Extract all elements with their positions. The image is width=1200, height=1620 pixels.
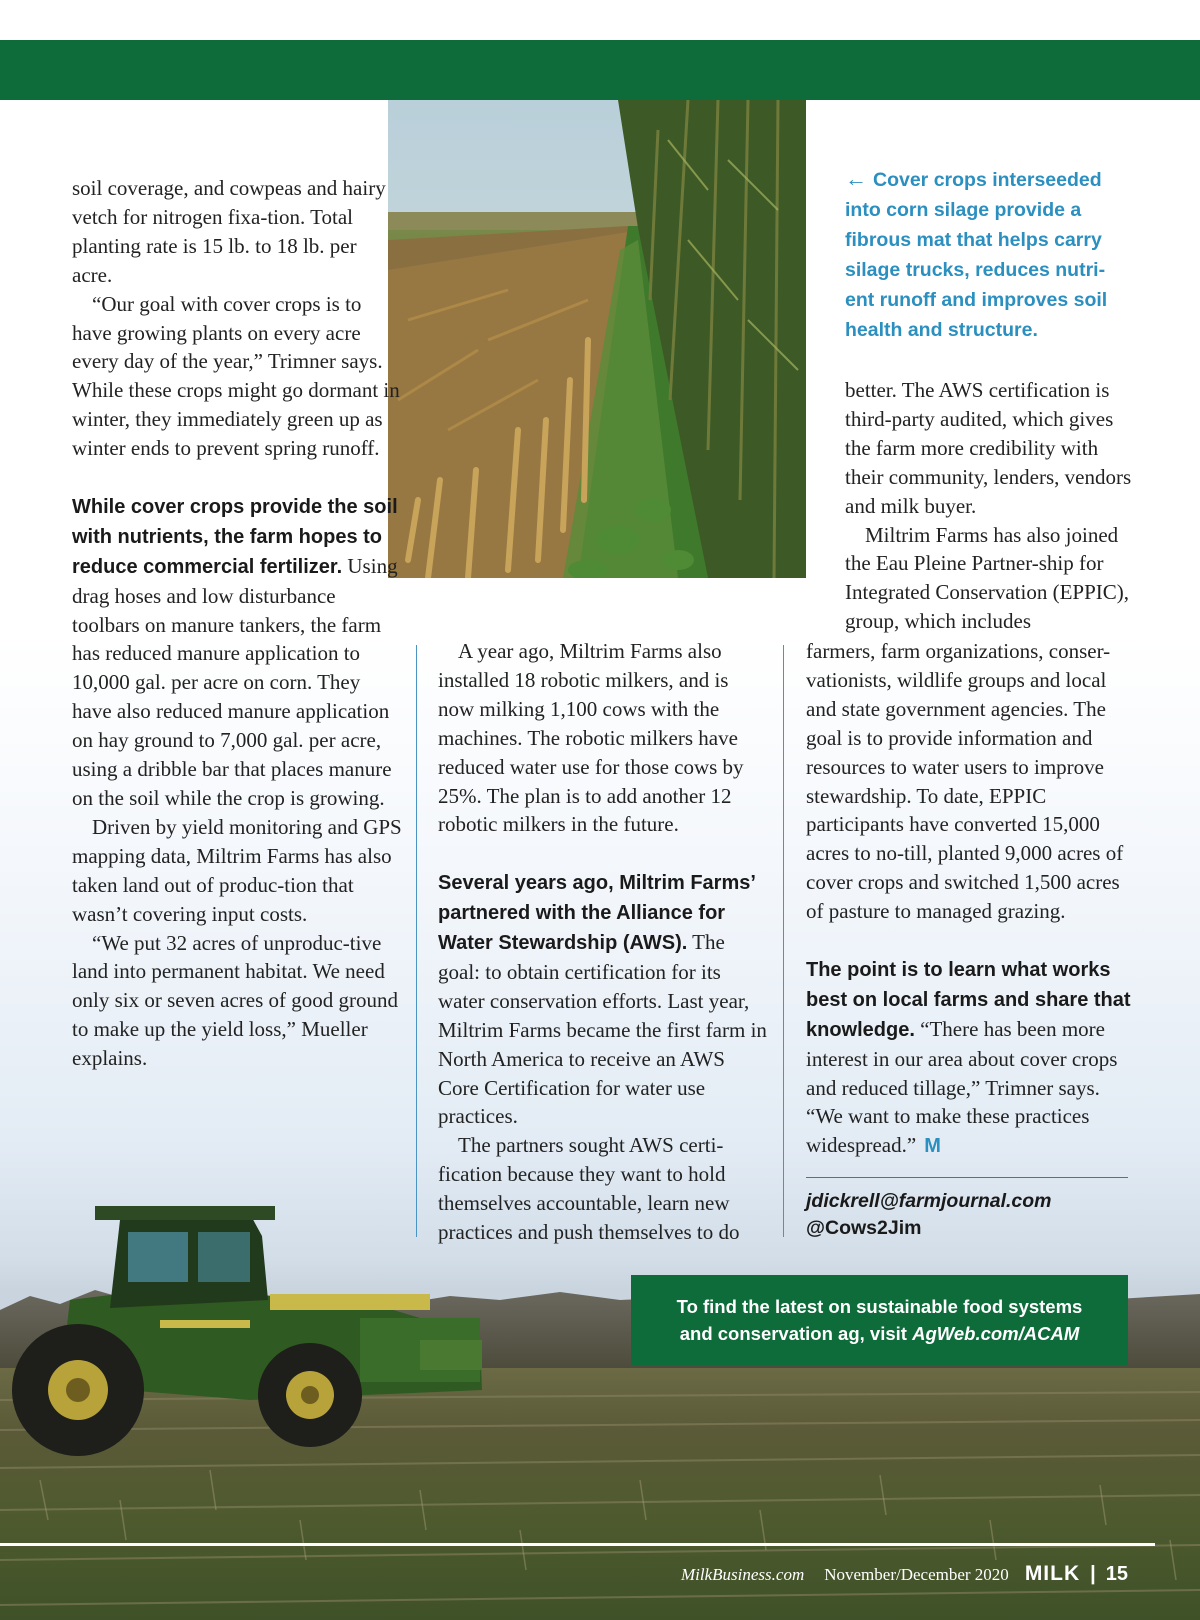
paragraph-body: “There has been more interest in our area about cover crops and reduced tillage,” Trimner says. “We want to make these practices widespread.” — [806, 1016, 1118, 1158]
promo-line-2 — [631, 1320, 1128, 1347]
promo-line-2-text: and conservation ag, visit — [679, 1323, 913, 1344]
header-color-bar — [0, 40, 1200, 100]
column-divider — [783, 645, 784, 1237]
author-email-link[interactable]: jdickrell@farmjournal.com — [806, 1190, 1052, 1212]
article-column-3-upper — [845, 376, 1135, 636]
promo-line-1: To find the latest on sustainable food systems — [676, 1296, 1083, 1317]
article-column-3-lower — [806, 637, 1136, 1161]
footer-brand-logo: MILK — [1024, 1562, 1081, 1585]
paragraph-body: Using drag hoses and low disturbance toolbars on manure tankers, the farm has reduced manure application to 10,000 gal. per acre on corn. They have also reduced manure application on hay ground to 7,000 gal. per acre, using a dribble bar that places manure on the soil while the crop is growing. — [72, 553, 398, 811]
paragraph-body: The goal: to obtain certification for its water conservation efforts. Last year, Miltrim Farms became the first farm in North America to receive an AWS Core Certification for water use practices. — [438, 930, 767, 1129]
footer-website[interactable]: MilkBusiness.com — [681, 1565, 805, 1584]
article-column-2 — [438, 637, 768, 1247]
page-number: 15 — [1105, 1563, 1128, 1585]
end-mark-logo: M — [924, 1135, 941, 1158]
paragraph: Miltrim Farms has also joined the Eau Pleine Partner-ship for Integrated Conservation (EPPIC), group, which includes — [845, 522, 1130, 634]
footer-rule — [0, 1543, 1155, 1546]
paragraph: “Our goal with cover crops is to have growing plants on every acre every day of the year,” Trimner says. While these crops might go dormant in winter, they immediately green up as winter ends to prevent spring runoff. — [72, 291, 400, 461]
page-footer — [681, 1562, 1128, 1586]
subhead-lead: The point is to learn what works best on local farms and share that knowledge. — [806, 958, 1131, 1041]
paragraph: Driven by yield monitoring and GPS mapping data, Miltrim Farms has also taken land out of produc-tion that wasn’t covering input costs. — [72, 814, 402, 926]
photo-caption — [845, 164, 1125, 345]
author-twitter-handle[interactable]: @Cows2Jim — [806, 1217, 922, 1239]
contact-divider — [806, 1177, 1128, 1178]
paragraph: “We put 32 acres of unproduc-tive land into permanent habitat. We need only six or seven acres of good ground to make up the yield loss,” Mueller explains. — [72, 930, 399, 1071]
paragraph: A year ago, Miltrim Farms also installed 18 robotic milkers, and is now milking 1,100 cows with the machines. The robotic milkers have reduced water use for those cows by 25%. The plan is to add another 12 robotic milkers in the future. — [438, 639, 744, 837]
paragraph — [438, 868, 768, 1131]
article-column-1 — [72, 174, 402, 1073]
subhead-lead: While cover crops provide the soil with nutrients, the farm hopes to reduce commercial fertilizer. — [72, 495, 398, 578]
promo-box — [631, 1275, 1128, 1365]
paragraph: The partners sought AWS certi-fication because they want to hold themselves accountable, learn new practices and push themselves to do — [438, 1133, 740, 1245]
subhead-lead: Several years ago, Miltrim Farms’ partnered with the Alliance for Water Stewardship (AWS). — [438, 872, 755, 955]
footer-issue-date: November/December 2020 — [824, 1565, 1009, 1584]
paragraph: soil coverage, and cowpeas and hairy vetch for nitrogen fixa-tion. Total planting rate is 15 lb. to 18 lb. per acre. — [72, 176, 386, 287]
footer-separator: | — [1090, 1563, 1096, 1585]
paragraph — [806, 955, 1136, 1161]
arrow-left-icon: ← — [845, 166, 867, 191]
caption-text: Cover crops interseeded into corn silage provide a fibrous mat that helps carry silage trucks, reduces nutri-ent runoff and improves soil health and structure. — [845, 169, 1108, 341]
cover-crop-photo — [388, 100, 806, 578]
paragraph: farmers, farm organizations, conser-vationists, wildlife groups and local and state government agencies. The goal is to provide information and resources to water users to improve stewardship. To date, EPPIC participants have converted 15,000 acres to no-till, planted 9,000 acres of cover crops and switched 1,500 acres of pasture to managed grazing. — [806, 639, 1124, 924]
paragraph: better. The AWS certification is third-party audited, which gives the farm more credibility with their community, lenders, vendors and milk buyer. — [845, 378, 1132, 518]
column-divider — [416, 645, 417, 1237]
paragraph — [72, 492, 402, 813]
promo-link[interactable]: AgWeb.com/ACAM — [912, 1323, 1080, 1344]
author-contact — [806, 1188, 1136, 1242]
